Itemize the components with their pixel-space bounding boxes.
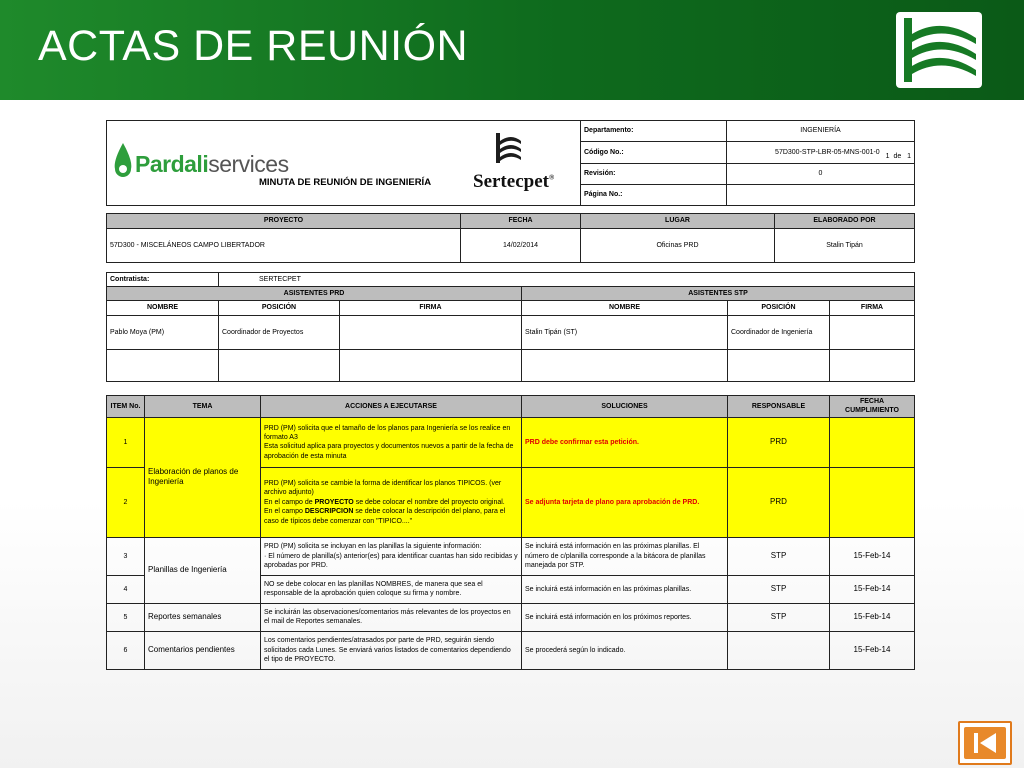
attendee-name: Stalin Tipán (ST) (522, 316, 728, 350)
sertecpet-logo-icon (493, 131, 523, 165)
page-count: 1 de 1 (885, 152, 911, 160)
att-col-header: FIRMA (830, 301, 915, 316)
item-col-header: ACCIONES A EJECUTARSE (261, 396, 522, 418)
attendee-name: Pablo Moya (PM) (107, 316, 219, 350)
item-accion: Se incluirán las observaciones/comentarios más relevantes de los proyectos en el mail de Reportes semanales. (261, 603, 522, 631)
table-row (107, 537, 915, 575)
date-header: FECHA (461, 214, 581, 229)
empty-cell (830, 350, 915, 382)
info-value (727, 184, 915, 205)
item-fecha: 15-Feb-14 (830, 575, 915, 603)
item-responsable: STP (728, 575, 830, 603)
item-col-header: TEMA (145, 396, 261, 418)
item-col-header: ITEM No. (107, 396, 145, 418)
place-header: LUGAR (581, 214, 775, 229)
info-value: 57D300-STP-LBR-05-MNS-001-0 1 de 1 (727, 142, 915, 163)
item-no: 1 (107, 417, 145, 467)
item-solucion: Se adjunta tarjeta de plano para aprobación de PRD. (522, 467, 728, 537)
table-row (107, 417, 915, 467)
slide-title: ACTAS DE REUNIÓN (38, 22, 469, 70)
company-logo-icon (896, 12, 982, 88)
empty-cell (340, 350, 522, 382)
project-table (106, 213, 915, 263)
item-fecha: 15-Feb-14 (830, 631, 915, 669)
project-value: 57D300 - MISCELÁNEOS CAMPO LIBERTADOR (107, 229, 461, 263)
project-header: PROYECTO (107, 214, 461, 229)
att-col-header: NOMBRE (107, 301, 219, 316)
item-accion: PRD (PM) solicita que el tamaño de los planos para Ingeniería se los realice en formato A3 Esta solicitud aplica para proyectos y documentos nuevos a partir de la fecha de aprobación de esta minuta (261, 417, 522, 467)
asistentes-stp-header: ASISTENTES STP (522, 287, 915, 301)
info-label: Departamento: (581, 121, 727, 142)
item-responsable: PRD (728, 417, 830, 467)
item-solucion: Se incluirá está información en los próximos reportes. (522, 603, 728, 631)
pardali-drop-icon (113, 143, 133, 179)
attendee-position: Coordinador de Proyectos (219, 316, 340, 350)
item-no: 2 (107, 467, 145, 537)
att-col-header: POSICIÓN (728, 301, 830, 316)
item-solucion: Se incluirá está información en las próximas planillas. El número de c/planilla corresponde a la bitácora de planillas manejada por STP. (522, 537, 728, 575)
item-accion: PRD (PM) solicita se incluyan en las planillas la siguiente información: · El número de planilla(s) anterior(es) para identificar cuantas han sido recibidas y aprobadas por PRD. (261, 537, 522, 575)
info-label: Revisión: (581, 163, 727, 184)
item-no: 6 (107, 631, 145, 669)
author-value: Stalin Tipán (775, 229, 915, 263)
logo-cell (107, 121, 581, 206)
att-col-header: FIRMA (340, 301, 522, 316)
item-no: 3 (107, 537, 145, 575)
item-fecha: 15-Feb-14 (830, 537, 915, 575)
asistentes-prd-header: ASISTENTES PRD (107, 287, 522, 301)
item-tema: Elaboración de planos de Ingeniería (145, 417, 261, 537)
table-row (107, 631, 915, 669)
attendee-position: Coordinador de Ingeniería (728, 316, 830, 350)
info-label: Página No.: (581, 184, 727, 205)
empty-cell (522, 350, 728, 382)
item-col-header: SOLUCIONES (522, 396, 728, 418)
attendee-signature (340, 316, 522, 350)
contratista-value: SERTECPET (219, 273, 915, 287)
empty-cell (219, 350, 340, 382)
empty-cell (728, 350, 830, 382)
contratista-label: Contratista: (107, 273, 219, 287)
empty-cell (107, 350, 219, 382)
item-solucion: Se procederá según lo indicado. (522, 631, 728, 669)
place-value: Oficinas PRD (581, 229, 775, 263)
sertecpet-logo: Sertecpet® (473, 171, 555, 192)
slide-header (0, 0, 1024, 100)
item-tema: Reportes semanales (145, 603, 261, 631)
item-accion: NO se debe colocar en las planillas NOMBRES, de manera que sea el responsable de la aprobación quien coloque su firma y nombre. (261, 575, 522, 603)
att-col-header: NOMBRE (522, 301, 728, 316)
att-col-header: POSICIÓN (219, 301, 340, 316)
item-tema: Planillas de Ingeniería (145, 537, 261, 603)
item-fecha (830, 417, 915, 467)
attendee-signature (830, 316, 915, 350)
item-tema: Comentarios pendientes (145, 631, 261, 669)
item-responsable: STP (728, 603, 830, 631)
date-value: 14/02/2014 (461, 229, 581, 263)
item-fecha: 15-Feb-14 (830, 603, 915, 631)
item-accion: PRD (PM) solicita se cambie la forma de identificar los planos TIPICOS. (ver archivo adjunto) En el campo de PROYECTO se debe colocar el nombre del proyecto original. En el campo DESCRIPCION se debe colocar la descripción del plano, para el caso de típicos debe comenzar con "TIPICO...." (261, 467, 522, 537)
item-accion: Los comentarios pendientes/atrasados por parte de PRD, seguirán siendo solicitados cada Lunes. Se enviará varios listados de comentarios dependiendo el tipo de PROYECTO. (261, 631, 522, 669)
pardali-logo: Pardaliservices (135, 151, 289, 177)
item-solucion: Se incluirá está información en las próximas planillas. (522, 575, 728, 603)
attendees-table (106, 272, 915, 382)
info-label: Código No.: (581, 142, 727, 163)
item-responsable (728, 631, 830, 669)
item-no: 4 (107, 575, 145, 603)
info-value: INGENIERÍA (727, 121, 915, 142)
back-button[interactable] (958, 721, 1012, 765)
item-fecha (830, 467, 915, 537)
skip-back-icon (964, 727, 1006, 759)
author-header: ELABORADO POR (775, 214, 915, 229)
info-value: 0 (727, 163, 915, 184)
items-table (106, 395, 915, 670)
item-responsable: PRD (728, 467, 830, 537)
item-col-header: FECHA CUMPLIMIENTO (830, 396, 915, 418)
item-col-header: RESPONSABLE (728, 396, 830, 418)
minuta-title: MINUTA DE REUNIÓN DE INGENIERÍA (259, 177, 432, 188)
minuta-header (106, 120, 915, 206)
item-responsable: STP (728, 537, 830, 575)
item-no: 5 (107, 603, 145, 631)
table-row (107, 603, 915, 631)
item-solucion: PRD debe confirmar esta petición. (522, 417, 728, 467)
